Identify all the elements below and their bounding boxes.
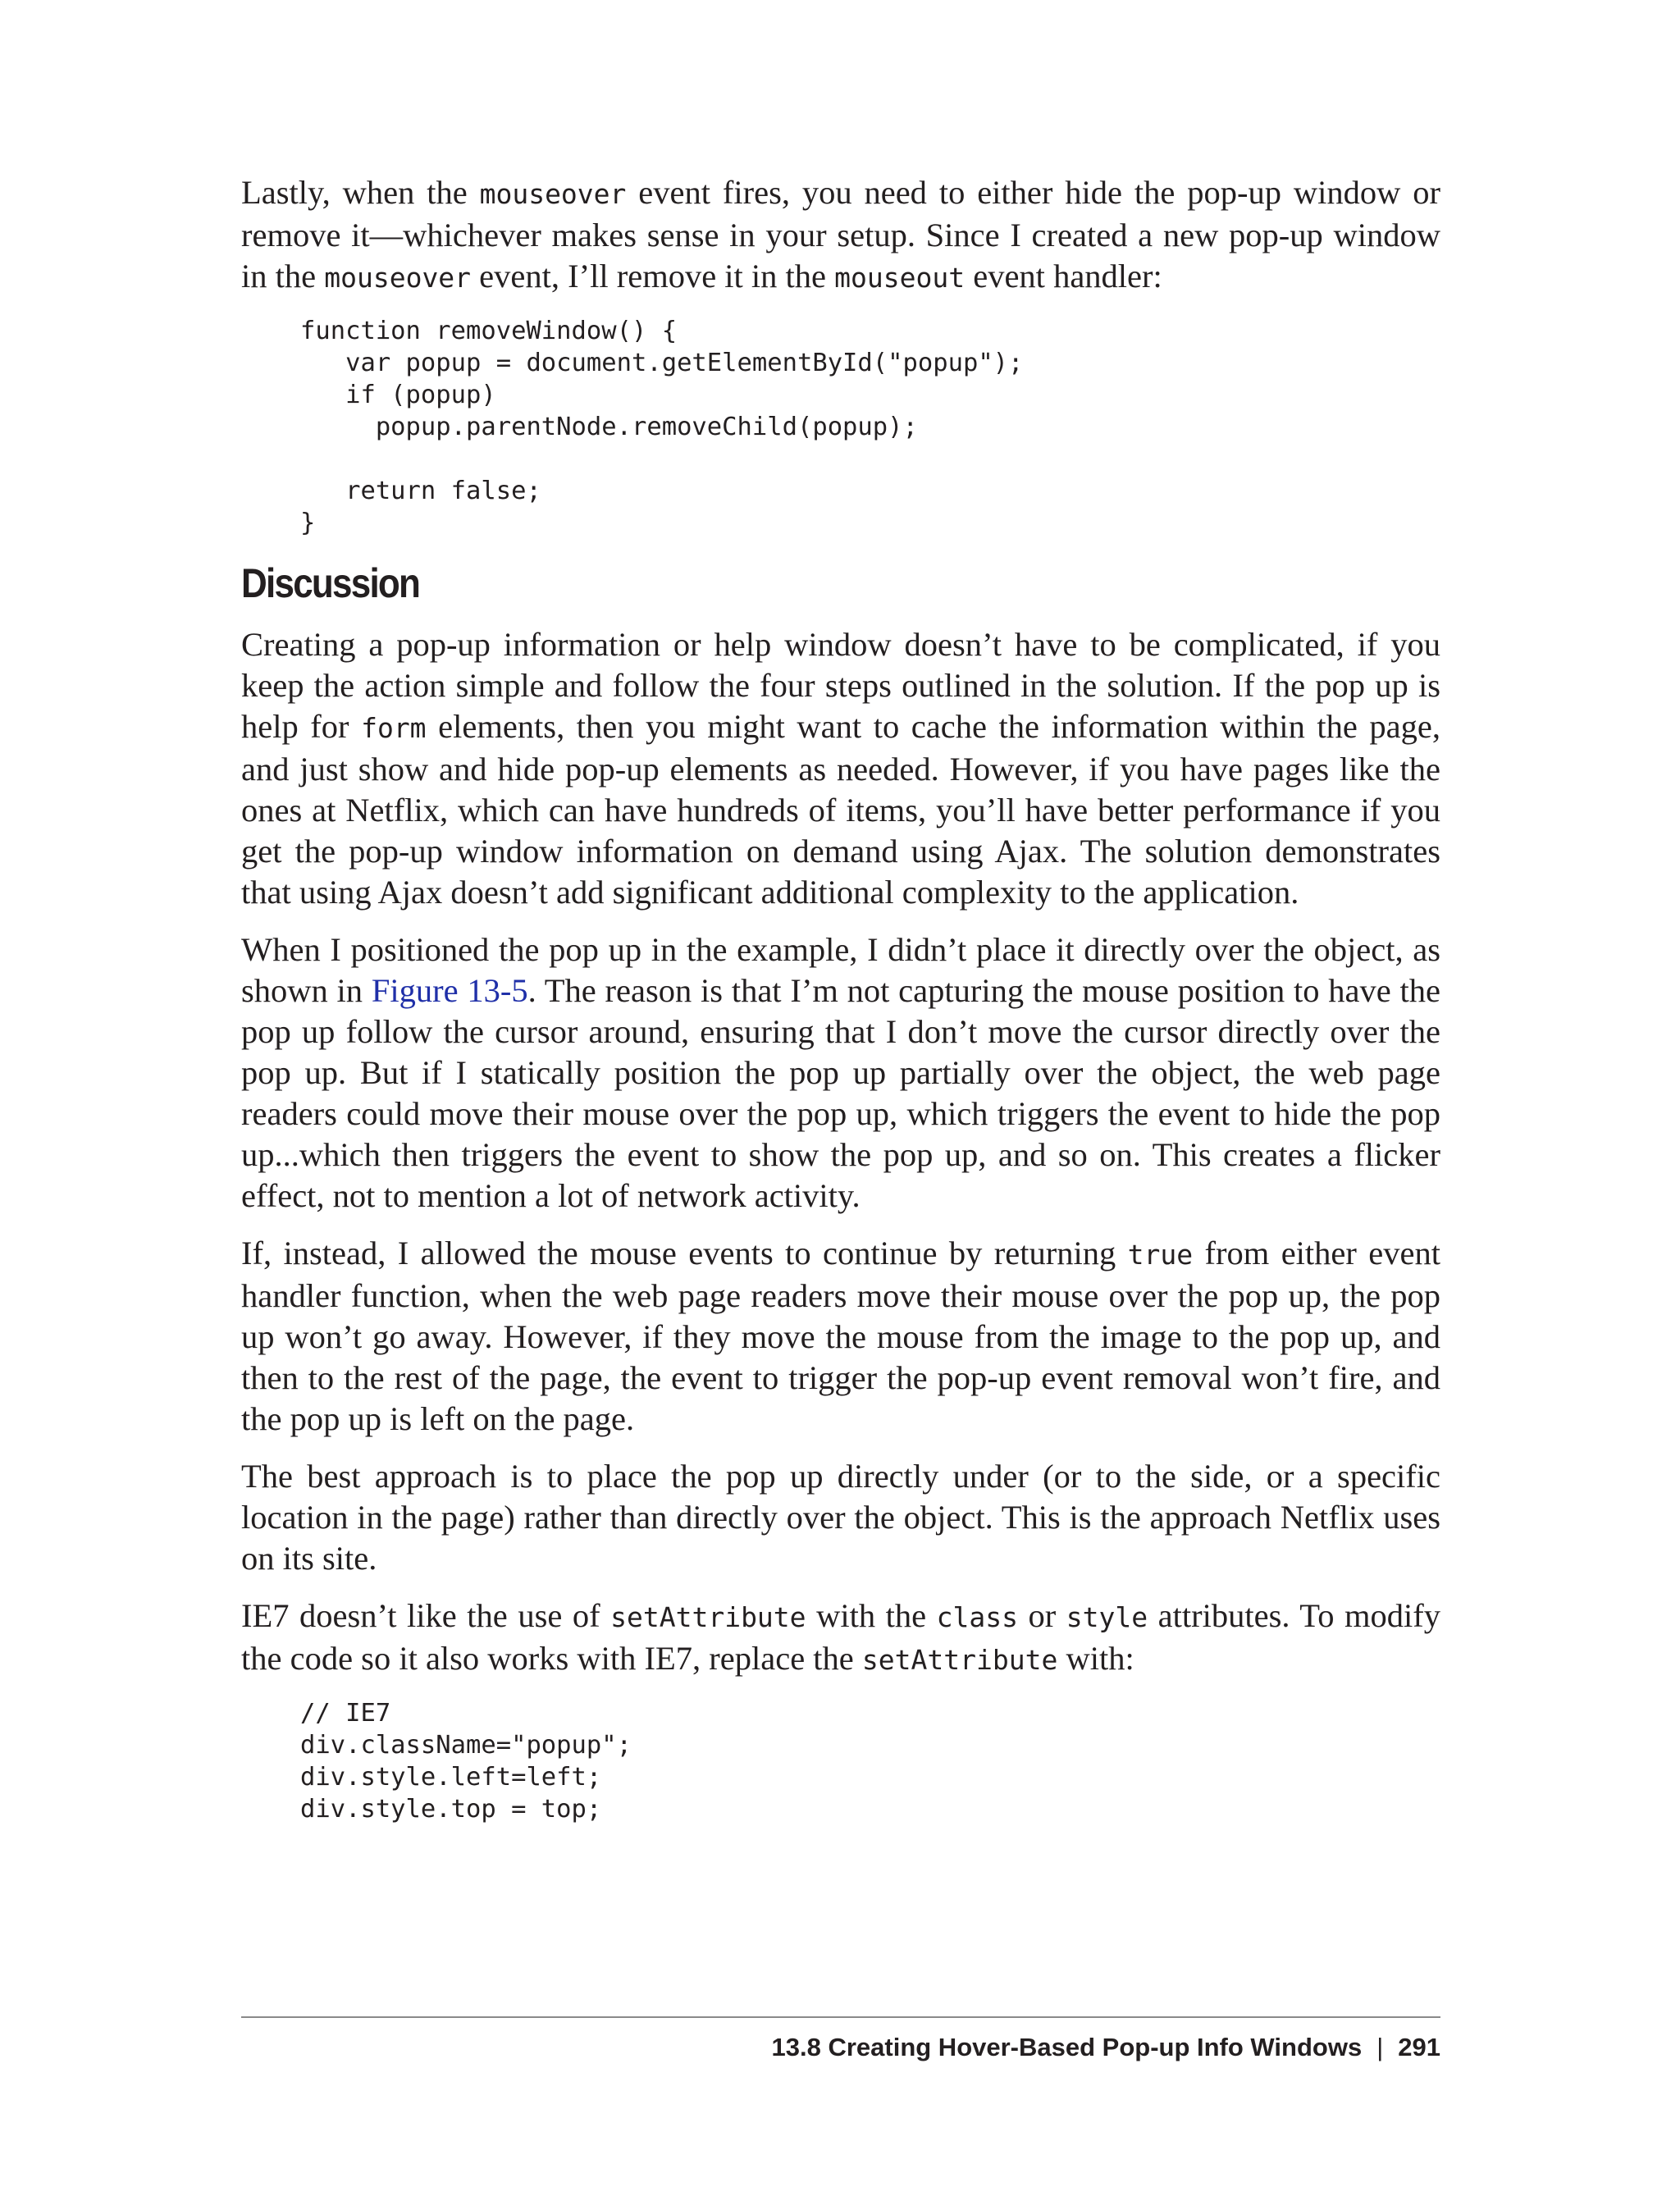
text-run: with: (1057, 1640, 1134, 1677)
section-heading-discussion: Discussion (241, 560, 420, 606)
code-block-ie7: // IE7 div.className="popup"; div.style.left=left; div.style.top = top; (300, 1699, 632, 1824)
text-run: event handler: (965, 258, 1162, 294)
paragraph-discussion-intro (241, 624, 1440, 913)
paragraph-remove-popup (241, 172, 1440, 299)
inline-code-class: class (936, 1601, 1018, 1633)
text-run: event fires, you need to either hide the pop-up window or remove it—whichever makes sense in your setup. Since I created a new pop-up window in the (241, 174, 1440, 294)
inline-code-setattribute: setAttribute (610, 1601, 806, 1633)
inline-code-mouseout: mouseout (834, 262, 966, 294)
footer-section-title: 13.8 Creating Hover-Based Pop-up Info Windows (771, 2033, 1363, 2061)
text-run: If, instead, I allowed the mouse events to continue by returning (241, 1235, 1128, 1271)
inline-code-mouseover: mouseover (479, 178, 627, 210)
page-content (241, 172, 1440, 1843)
paragraph-ie7 (241, 1596, 1440, 1681)
text-run: Lastly, when the (241, 174, 480, 211)
inline-code-form: form (361, 712, 427, 744)
paragraph-positioning (241, 929, 1440, 1217)
text-run: event, I’ll remove it in the (471, 258, 835, 294)
inline-code-mouseover: mouseover (324, 262, 472, 294)
text-run: from either event handler function, when the web page readers move their mouse over the pop up, the pop up won’t go away. However, if they move the mouse from the image to the pop up, and then to the rest of the page, the event to trigger the pop-up event removal won’t fire, and the pop up is left on the page. (241, 1235, 1440, 1437)
text-run: . The reason is that I’m not capturing the mouse position to have the pop up follow the cursor around, ensuring that I don’t move the cursor directly over the pop up. But if I statically position the pop up partially over the object, the web page readers could move their mouse over the pop up, which triggers the event to hide the pop up...which then triggers the event to show the pop up, and so on. This creates a flicker effect, not to mention a lot of network activity. (241, 972, 1440, 1214)
text-run: Creating a pop-up information or help window doesn’t have to be complicated, if you keep the action simple and follow the four steps outlined in the solution. If the pop up is help for (241, 626, 1440, 745)
text-run: IE7 doesn’t like the use of (241, 1597, 611, 1634)
page-number: 291 (1398, 2033, 1440, 2061)
running-footer (772, 2033, 1441, 2062)
paragraph-mouse-events (241, 1233, 1440, 1440)
inline-code-setattribute: setAttribute (861, 1644, 1058, 1676)
figure-link[interactable]: Figure 13-5 (371, 972, 528, 1009)
inline-code-style: style (1066, 1601, 1148, 1633)
text-run: with the (806, 1597, 937, 1634)
paragraph-best-approach: The best approach is to place the pop up directly under (or to the side, or a specific location in the page) rather than directly over the object. This is the approach Netflix uses on its site. (241, 1458, 1440, 1577)
inline-code-true: true (1127, 1239, 1194, 1271)
footer-separator: | (1376, 2033, 1384, 2061)
text-run: elements, then you might want to cache the information within the page, and just show and hide pop-up elements as needed. However, if you have pages like the ones at Netflix, which can have hundreds of items, you’ll have better performance if you get the pop-up window information on demand using Ajax. The solution demonstrates that using Ajax doesn’t add significant additional complexity to the application. (241, 708, 1440, 911)
text-run: attributes. To modify the code so it also works with IE7, replace the (241, 1597, 1440, 1677)
text-run: or (1017, 1597, 1066, 1634)
text-run: When I positioned the pop up in the example, I didn’t place it directly over the object, as shown in (241, 931, 1440, 1009)
page-footer (241, 2016, 1440, 2061)
code-block-remove-window: function removeWindow() { var popup = document.getElementById("popup"); if (popup) popup.parentNode.removeChild(popup); return false; } (300, 317, 1024, 537)
